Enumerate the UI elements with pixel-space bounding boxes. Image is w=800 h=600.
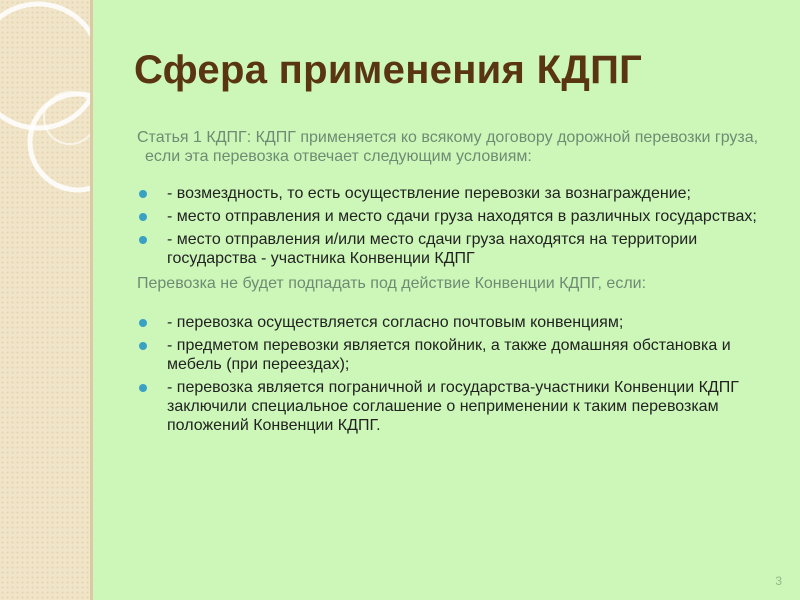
- list-item: [137, 336, 777, 374]
- exclusions-list: [137, 313, 777, 435]
- slide-title: Сфера применения КДПГ: [134, 48, 643, 92]
- bullet-dot-icon: [139, 190, 147, 198]
- condition-text: - место отправления и место сдачи груза находятся в различных государствах;: [167, 208, 757, 225]
- exclusion-text: - перевозка является пограничной и государства-участники Конвенции КДПГ заключили специальное соглашение о неприменении к таким перевозкам положений Конвенции КДПГ.: [167, 379, 739, 434]
- list-item: [137, 207, 777, 226]
- list-item: [137, 230, 777, 268]
- bullet-dot-icon: [139, 384, 147, 392]
- bullet-dot-icon: [139, 236, 147, 244]
- decorative-circles-icon: [0, 0, 92, 600]
- condition-text: - место отправления и/или место сдачи груза находятся на территории государства - участника Конвенции КДПГ: [167, 231, 698, 267]
- exclusion-text: - перевозка осуществляется согласно почтовым конвенциям;: [167, 314, 624, 331]
- exclusion-intro-text: Перевозка не будет подпадать под действие Конвенции КДПГ, если:: [137, 275, 647, 292]
- list-item: [137, 378, 777, 435]
- decorative-side-band: [0, 0, 92, 600]
- page-number: 3: [775, 574, 782, 588]
- bullet-dot-icon: [139, 319, 147, 327]
- list-item: [137, 184, 777, 203]
- exclusion-text: - предметом перевозки является покойник, а также домашняя обстановка и мебель (при переездах);: [167, 337, 731, 373]
- intro-text: Статья 1 КДПГ: КДПГ применяется ко всякому договору дорожной перевозки груза, если эта перевозка отвечает следующим условиям:: [137, 129, 759, 165]
- conditions-list: [137, 184, 777, 268]
- condition-text: - возмездность, то есть осуществление перевозки за вознаграждение;: [167, 185, 691, 202]
- bullet-dot-icon: [139, 213, 147, 221]
- side-band-divider: [90, 0, 93, 600]
- bullet-dot-icon: [139, 342, 147, 350]
- slide-content: [137, 128, 777, 439]
- list-item: [137, 313, 777, 332]
